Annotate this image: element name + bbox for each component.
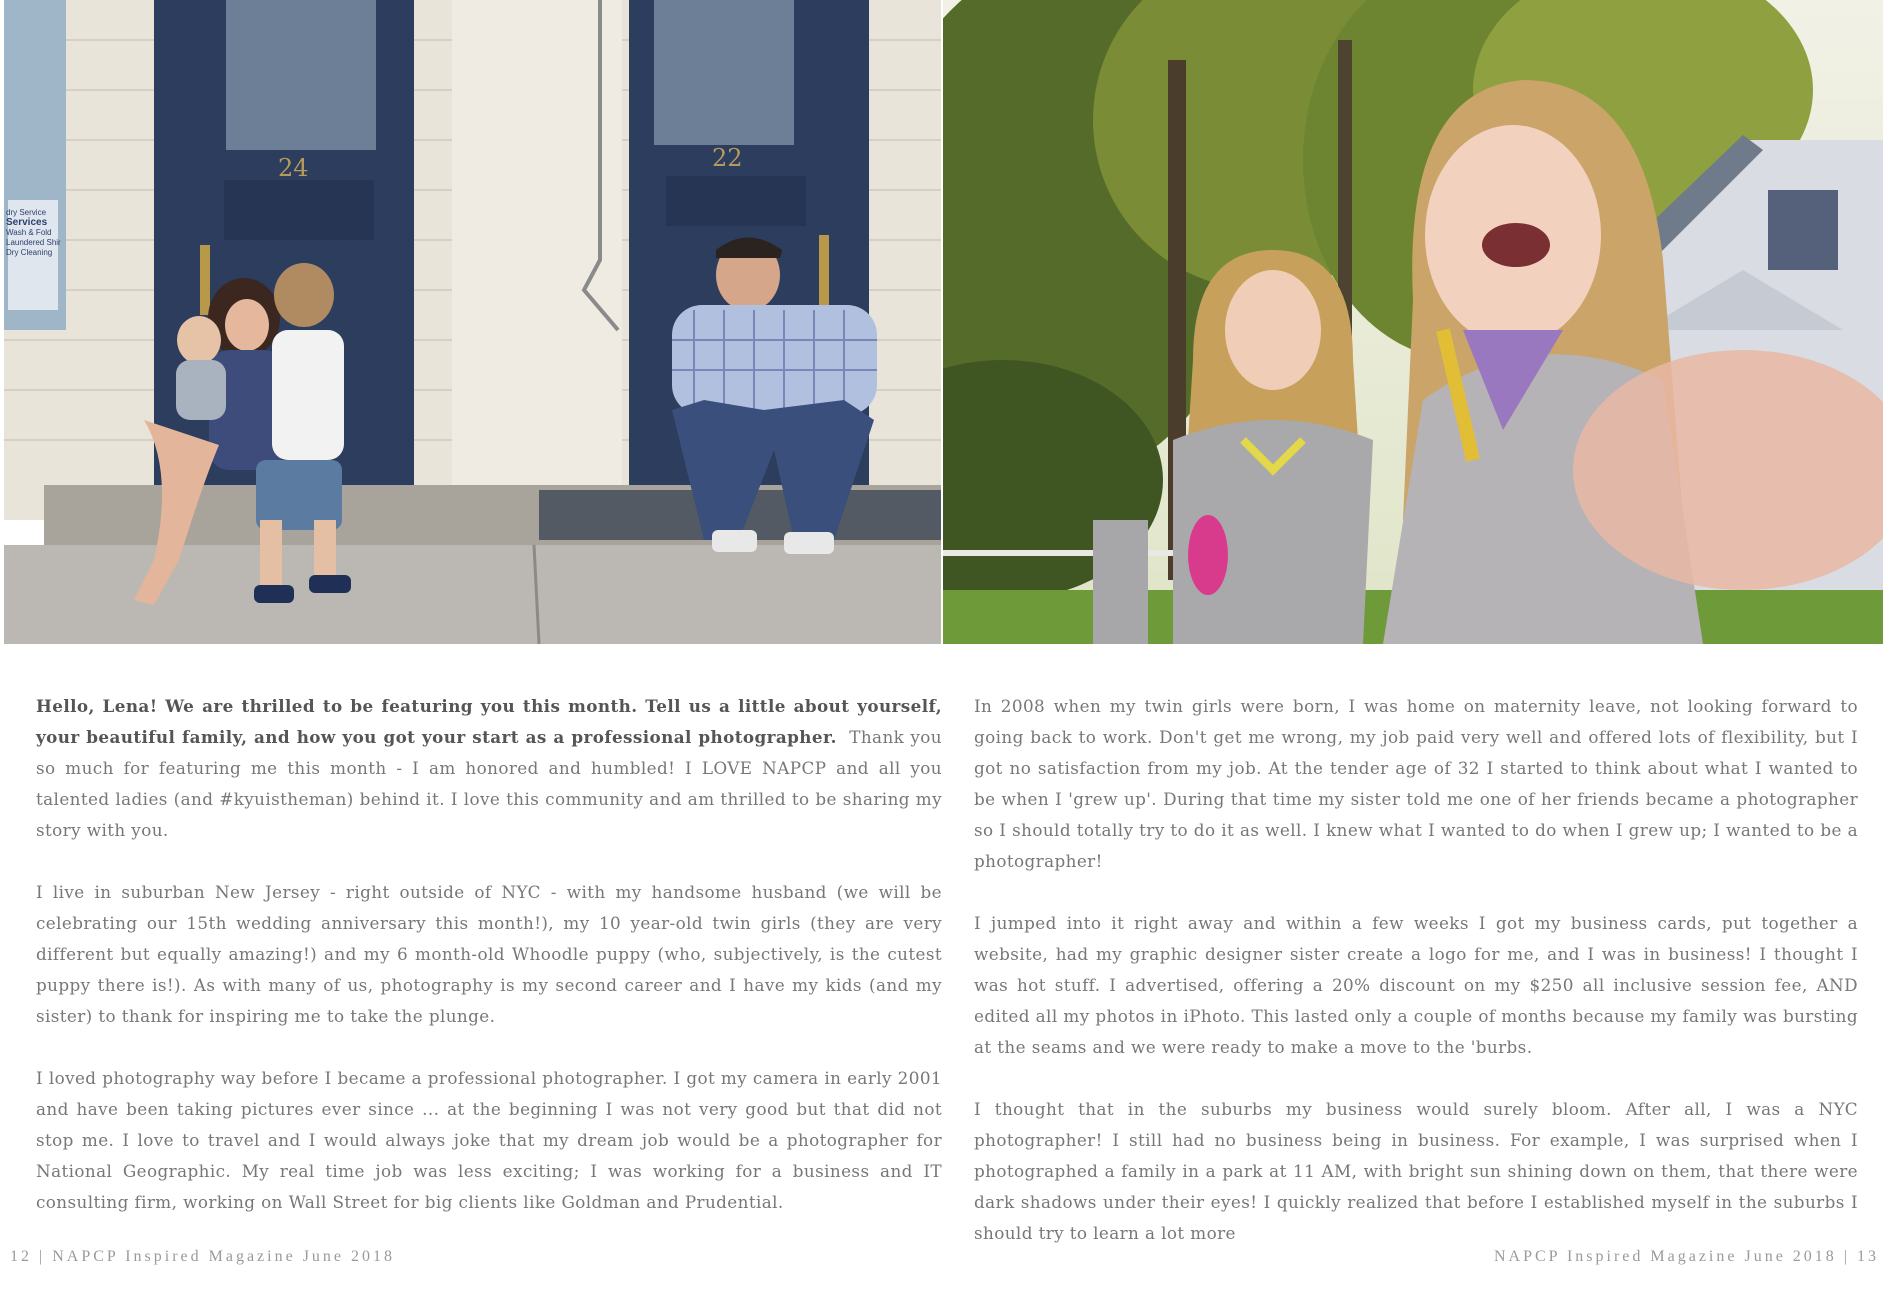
article-right-column	[974, 691, 1858, 1280]
page-footer-right: NAPCP Inspired Magazine June 2018 | 13	[1493, 1248, 1879, 1265]
door-number-22: 22	[712, 144, 743, 172]
door-number-24: 24	[278, 154, 309, 182]
history-paragraph: I loved photography way before I became a professional photographer. I got my camera in early 2001 and have been taking pictures ever since ... at the beginning I was not very good but that did not stop me. I love to travel and I would always joke that my dream job would be a photographer for National Geographic. My real time job was less exciting; I was working for a business and IT consulting firm, working on Wall Street for big clients like Goldman and Prudential.	[36, 1068, 942, 1212]
shop-window-sign	[6, 208, 62, 258]
article-left-column	[36, 691, 942, 1249]
intro-paragraph	[36, 691, 942, 846]
sign-line: Wash & Fold	[6, 228, 52, 237]
sign-line: Dry Cleaning	[6, 248, 53, 257]
page-footer-left: 12 | NAPCP Inspired Magazine June 2018	[10, 1248, 396, 1265]
maternity-paragraph: In 2008 when my twin girls were born, I was home on maternity leave, not looking forward to going back to work. Don't get me wrong, my job paid very well and offered lots of flexibility, but I got no satisfaction from my job. At the tender age of 32 I started to think about what I wanted to be when I 'grew up'. During that time my sister told me one of her friends became a photographer so I should totally try to do it as well. I knew what I wanted to do when I grew up; I wanted to be a photographer!	[974, 696, 1858, 871]
business-start-paragraph: I jumped into it right away and within a few weeks I got my business cards, put together a website, had my graphic designer sister create a logo for me, and I was in business! I thought I was hot stuff. I advertised, offering a 20% discount on my $250 all inclusive session fee, AND edited all my photos in iPhoto. This lasted only a couple of months because my family was bursting at the seams and we were ready to make a move to the 'burbs.	[974, 913, 1858, 1057]
twin-girls-photo	[943, 0, 1883, 644]
sign-line: Services	[6, 217, 48, 228]
family-paragraph: I live in suburban New Jersey - right outside of NYC - with my handsome husband (we will be celebrating our 15th wedding anniversary this month!), my 10 year-old twin girls (they are very different but equally amazing!) and my 6 month-old Whoodle puppy (who, subjectively, is the cutest puppy there is!). As with many of us, photography is my second career and I have my kids (and my sister) to thank for inspiring me to take the plunge.	[36, 882, 942, 1026]
sign-line: dry Service	[6, 208, 47, 217]
family-doorstep-photo	[4, 0, 941, 644]
interview-question: Hello, Lena! We are thrilled to be featuring you this month. Tell us a little about yourself, your beautiful family, and how you got your start as a professional photographer.	[36, 696, 942, 747]
interview-answer: Thank you so much for featuring me this month - I am honored and humbled! I LOVE NAPCP and all you talented ladies (and #kyuistheman) behind it. I love this community and am thrilled to be sharing my story with you.	[36, 727, 942, 840]
suburbs-paragraph: I thought that in the suburbs my business would surely bloom. After all, I was a NYC photographer! I still had no business being in business. For example, I was surprised when I photographed a family in a park at 11 AM, with bright sun shining down on them, that there were dark shadows under their eyes! I quickly realized that before I established myself in the suburbs I should try to learn a lot more	[974, 1099, 1858, 1243]
sign-line: Laundered Shir	[6, 238, 61, 247]
